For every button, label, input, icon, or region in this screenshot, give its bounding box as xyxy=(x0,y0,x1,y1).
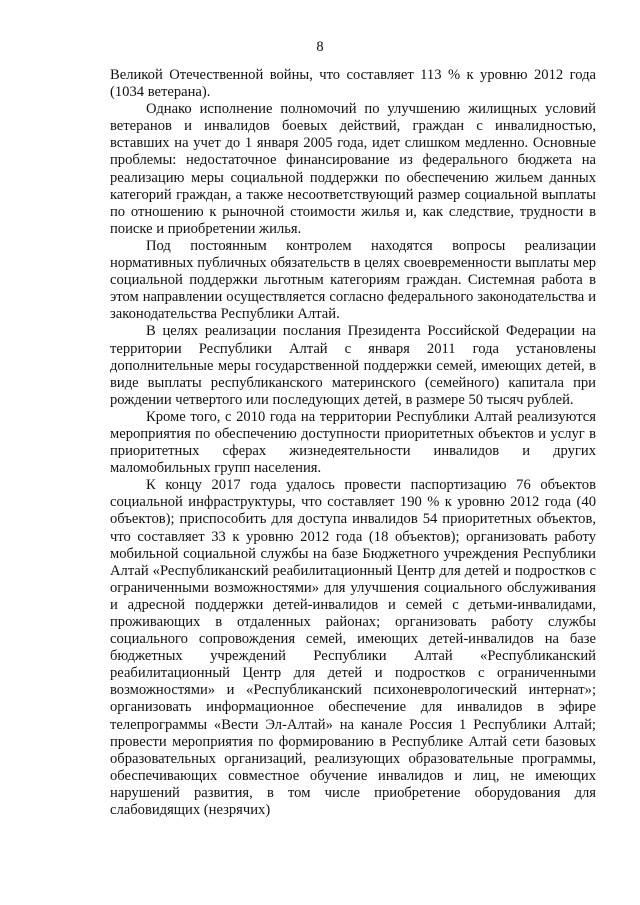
page-number: 8 xyxy=(316,39,324,55)
paragraph-infrastructure-results: К концу 2017 года удалось провести паспортизацию 76 объектов социальной инфраструктуры, что составляет 190 % к уровню 2012 года (40 объектов); приспособить для доступа инвалидов 54 приоритетных объектов, что составляет 33 к уровню 2012 года (18 объектов); организовать работу мобильной социальной службы на базе Бюджетного учреждения Республики Алтай «Республиканский реабилитационный Центр для детей и подростков с ограниченными возможностями» для улучшения социального обслуживания и адресной поддержки детей-инвалидов и семей с детьми-инвалидами, проживающих в отдаленных районах; организовать работу службы социального сопровождения семей, имеющих детей-инвалидов на базе бюджетных учреждений Республики Алтай «Республиканский реабилитационный Центр для детей и подростков с ограниченными возможностями» и «Республиканский психоневрологический интернат»; организовать информационное обеспечение для инвалидов в эфире телепрограммы «Вести Эл-Алтай» на канале Россия 1 Республики Алтай; провести мероприятия по формированию в Республике Алтай сети базовых образовательных организаций, реализующих образовательные программы, обеспечивающих совместное обучение инвалидов и лиц, не имеющих нарушений развития, в том числе приобретение оборудования для слабовидящих (незрячих) xyxy=(110,477,596,819)
paragraph-public-obligations: Под постоянным контролем находятся вопросы реализации нормативных публичных обязательств в целях своевременности выплаты мер социальной поддержки льготным категориям граждан. Системная работа в этом направлении осуществляется согласно федерального законодательства и законодательства Республики Алтай. xyxy=(110,237,596,323)
paragraph-veterans-count: Великой Отечественной войны, что составляет 113 % к уровню 2012 года (1034 ветерана). xyxy=(110,67,596,101)
document-body xyxy=(110,67,596,819)
paragraph-maternity-capital: В целях реализации послания Президента Российской Федерации на территории Республики Алтай с января 2011 года установлены дополнительные меры государственной поддержки семей, имеющих детей, в виде выплаты республиканского материнского (семейного) капитала при рождении четвертого или последующих детей, в размере 50 тысяч рублей. xyxy=(110,323,596,408)
paragraph-housing-conditions: Однако исполнение полномочий по улучшению жилищных условий ветеранов и инвалидов боевых действий, граждан с инвалидностью, вставших на учет до 1 января 2005 года, идет слишком медленно. Основные проблемы: недостаточное финансирование из федерального бюджета на реализацию меры социальной поддержки по обеспечению жильем данных категорий граждан, а также несоответствующий размер социальной выплаты по отношению к рыночной стоимости жилья и, как следствие, трудности в поиске и приобретении жилья. xyxy=(110,101,596,237)
paragraph-accessibility-measures: Кроме того, с 2010 года на территории Республики Алтай реализуются мероприятия по обеспечению доступности приоритетных объектов и услуг в приоритетных сферах жизнедеятельности инвалидов и других маломобильных групп населения. xyxy=(110,408,596,477)
